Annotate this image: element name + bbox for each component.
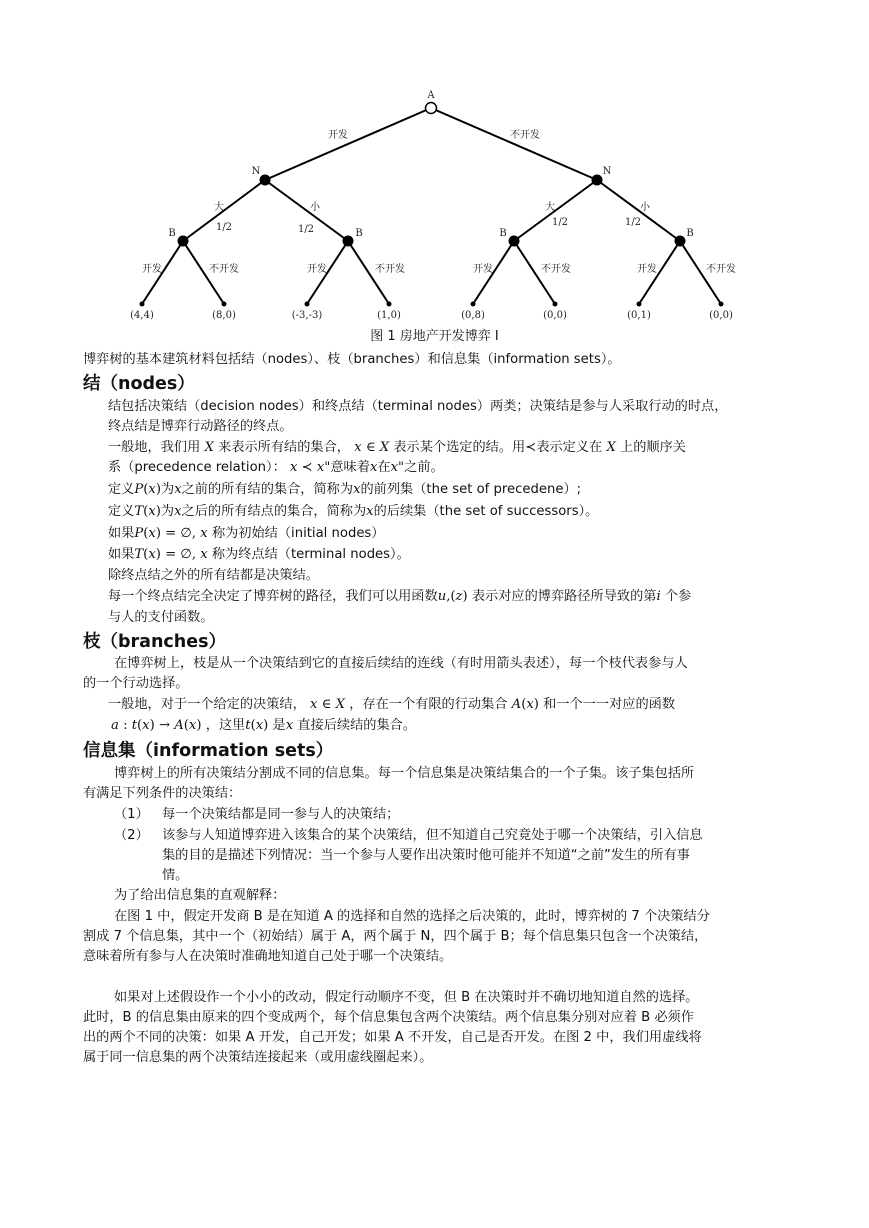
info-para-example-cont: 割成 7 个信息集，其中一个（初始结）属于 A，两个属于 N，四个属于 B；每个信息集只包含一个决策结， [83,929,708,944]
branches-para-2-cont: a : t(x) → A(x) ，这里t(x) 是x 直接后续结的集合。 [111,718,417,733]
nodes-para-2: 一般地，我们用 X 来表示所有结的集合， x ∈ X 表示某个选定的结。用≺表示定义在 X 上的顺序关 [108,440,686,455]
list-item-2-cont: 情。 [162,868,189,883]
nodes-successor-def: 定义T(x)为x之后的所有结点的集合，简称为x的后续集（the set of successors）。 [108,504,599,519]
b-node-1 [178,236,189,247]
b-label-2: B [355,228,363,239]
prob-label: 1/2 [624,217,642,228]
edge-label-big: 大 [545,202,555,213]
terminal-node [140,302,145,307]
edge-label-big: 大 [214,202,224,213]
info-para-modified-cont: 此时，B 的信息集由原来的四个变成两个，每个信息集包含两个决策结。两个信息集分别对应着 B 必须作 [83,1010,694,1025]
info-para-1: 博弈树上的所有决策结分割成不同的信息集。每一个信息集是决策结集合的一个子集。该子集包括所 [114,766,695,781]
terminal-node [387,302,392,307]
b-label-4: B [686,228,694,239]
edge-label-small: 小 [640,202,650,213]
prob-label: 1/2 [215,222,233,233]
figure-caption: 图 1 房地产开发博弈 I [370,329,499,344]
nodes-payoff-para: 每一个终点结完全决定了博弈树的路径，我们可以用函数u,(z) 表示对应的博弈路径所导致的第i 个参 [108,589,692,604]
info-para-modified-cont: 出的两个不同的决策：如果 A 开发，自己开发；如果 A 不开发，自己是否开发。在图 2 中，我们用虚线将 [83,1030,702,1045]
payoff-label: (4,4) [130,310,154,321]
terminal-node [553,302,558,307]
payoff-label: (0,8) [461,310,485,321]
list-number-1: （1） [114,807,149,822]
nodes-para-2-cont: 系（precedence relation）： x ≺ x"意味着x在x"之前。 [108,460,444,475]
prob-label: 1/2 [297,224,315,235]
payoff-label: (1,0) [377,310,401,321]
info-para-1-cont: 有满足下列条件的决策结： [83,786,242,801]
nodes-decision-def: 除终点结之外的所有结都是决策结。 [108,568,319,583]
edge-label-not-develop: 不开发 [541,264,571,275]
nodes-terminal-def: 如果T(x) = ∅, x 称为终点结（terminal nodes）。 [108,547,410,562]
heading-branches: 枝（branches） [83,632,227,652]
edge-label-develop: 开发 [328,130,348,141]
info-para-example-cont: 意味着所有参与人在决策时准确地知道自己处于哪一个决策结。 [83,949,453,964]
edge-n2-small [597,180,680,241]
nodes-precedence-def: 定义P(x)为x之前的所有结的集合，简称为x的前列集（the set of precedene）; [108,482,582,497]
terminal-node [222,302,227,307]
heading-information-sets: 信息集（information sets） [83,741,334,761]
edge-label-develop: 开发 [307,264,327,275]
list-item-2: 该参与人知道博弈进入该集合的某个决策结，但不知道自己究竟处于哪一个决策结，引入信息 [162,828,703,843]
nature-label-1: N [251,166,261,177]
edge-a-develop [265,108,431,180]
payoff-label: (8,0) [212,310,236,321]
edge-label-not-develop: 不开发 [375,264,405,275]
list-number-2: （2） [114,828,149,843]
prob-label: 1/2 [551,217,569,228]
edge-label-not-develop: 不开发 [510,130,540,141]
nodes-para-1-cont: 终点结是博弈行动路径的终点。 [108,419,293,434]
root-node-a [426,103,437,114]
edge-n2-big [514,180,597,241]
edge-a-not-develop [431,108,597,180]
edge-label-develop: 开发 [142,264,162,275]
b-label-3: B [499,228,507,239]
b-node-2 [343,236,354,247]
payoff-label: (0,0) [543,310,567,321]
info-intuition-intro: 为了给出信息集的直观解释： [114,888,286,903]
edge-label-not-develop: 不开发 [209,264,239,275]
nature-node-1 [260,175,271,186]
payoff-label: (0,0) [709,310,733,321]
payoff-label: (0,1) [627,310,651,321]
b-node-4 [675,236,686,247]
edge-label-small: 小 [310,202,320,213]
terminal-node [305,302,310,307]
info-para-modified-cont: 属于同一信息集的两个决策结连接起来（或用虚线圈起来）。 [83,1050,433,1065]
nodes-para-1: 结包括决策结（decision nodes）和终点结（terminal nodes）两类；决策结是参与人采取行动的时点， [108,399,728,414]
root-label: A [427,90,435,101]
nodes-initial-def: 如果P(x) = ∅, x 称为初始结（initial nodes） [108,526,385,541]
heading-nodes: 结（nodes） [83,374,195,394]
intro-paragraph: 博弈树的基本建筑材料包括结（nodes）、枝（branches）和信息集（information sets）。 [83,352,621,367]
list-item-1: 每一个决策结都是同一参与人的决策结； [162,807,400,822]
branches-para-2: 一般地，对于一个给定的决策结， x ∈ X ，存在一个有限的行动集合 A(x) 和一个一一对应的函数 [108,697,676,712]
payoff-label: (-3,-3) [291,310,323,321]
b-node-3 [509,236,520,247]
edge-label-develop: 开发 [473,264,493,275]
nodes-payoff-para-cont: 与人的支付函数。 [108,610,214,625]
list-item-2-cont: 集的目的是描述下列情况：当一个参与人要作出决策时他可能并不知道“之前”发生的所有事 [162,848,690,863]
terminal-node [719,302,724,307]
info-para-example: 在图 1 中，假定开发商 B 是在知道 A 的选择和自然的选择之后决策的，此时，博弈树的 7 个决策结分 [114,909,710,924]
edge-label-not-develop: 不开发 [706,264,736,275]
info-para-modified: 如果对上述假设作一个小小的改动，假定行动顺序不变，但 B 在决策时并不确切地知道自然的选择。 [114,990,699,1005]
nature-node-2 [592,175,603,186]
b-label-1: B [168,228,176,239]
branches-para-1-cont: 的一个行动选择。 [83,676,189,691]
terminal-node [637,302,642,307]
game-tree-figure [0,0,869,330]
branches-para-1: 在博弈树上，枝是从一个决策结到它的直接后续结的连线（有时用箭头表述），每一个枝代表参与人 [114,656,688,671]
terminal-node [471,302,476,307]
edge-label-develop: 开发 [637,264,657,275]
nature-label-2: N [602,166,612,177]
